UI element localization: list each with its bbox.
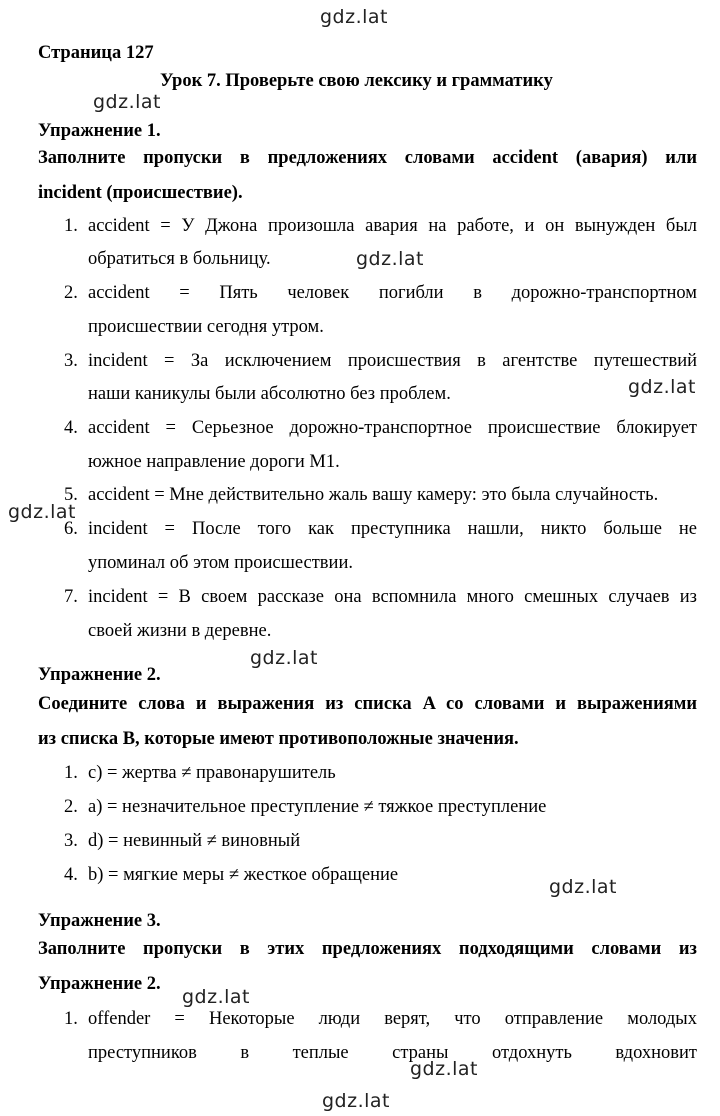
watermark: gdz.lat <box>628 376 697 398</box>
exercise1-instruction: Заполните пропуски в предложениях словами accident (авария) или <box>38 148 697 168</box>
item-number: 4. <box>64 418 78 438</box>
watermark: gdz.lat <box>250 647 319 669</box>
item-number: 1. <box>64 216 78 236</box>
list-item: упоминал об этом происшествии. <box>88 553 353 573</box>
item-number: 4. <box>64 865 78 885</box>
list-item: южное направление дороги M1. <box>88 452 340 472</box>
list-item: accident = Серьезное дорожно-транспортное происшествие блокирует <box>88 418 697 438</box>
page-label: Страница 127 <box>38 43 154 63</box>
list-item: incident = За исключением происшествия в агентстве путешествий <box>88 351 697 371</box>
list-item: accident = Мне действительно жаль вашу камеру: это была случайность. <box>88 485 659 505</box>
item-number: 3. <box>64 351 78 371</box>
exercise3-heading: Упражнение 3. <box>38 911 161 931</box>
watermark: gdz.lat <box>549 876 618 898</box>
list-item: incident = В своем рассказе она вспомнила много смешных случаев из <box>88 587 697 607</box>
list-item: incident = После того как преступника нашли, никто больше не <box>88 519 697 539</box>
watermark: gdz.lat <box>356 248 425 270</box>
list-item: наши каникулы были абсолютно без проблем. <box>88 384 451 404</box>
exercise3-instruction: Упражнение 2. <box>38 974 161 994</box>
list-item: происшествии сегодня утром. <box>88 317 324 337</box>
list-item: обратиться в больницу. <box>88 249 271 269</box>
exercise2-instruction: из списка B, которые имеют противоположные значения. <box>38 729 519 749</box>
watermark: gdz.lat <box>322 1090 391 1112</box>
watermark: gdz.lat <box>8 501 77 523</box>
list-item: c) = жертва ≠ правонарушитель <box>88 763 336 783</box>
exercise3-instruction: Заполните пропуски в этих предложениях подходящими словами из <box>38 939 697 959</box>
item-number: 5. <box>64 485 78 505</box>
list-item: offender = Некоторые люди верят, что отправление молодых <box>88 1009 697 1029</box>
watermark: gdz.lat <box>182 986 251 1008</box>
watermark: gdz.lat <box>93 91 162 113</box>
item-number: 2. <box>64 797 78 817</box>
exercise2-instruction: Соедините слова и выражения из списка A со словами и выражениями <box>38 694 697 714</box>
item-number: 2. <box>64 283 78 303</box>
item-number: 6. <box>64 519 78 539</box>
list-item: преступников в теплые страны отдохнуть вдохновит <box>88 1043 697 1063</box>
exercise2-heading: Упражнение 2. <box>38 665 161 685</box>
lesson-title: Урок 7. Проверьте свою лексику и грамматику <box>160 71 553 91</box>
list-item: accident = Пять человек погибли в дорожно-транспортном <box>88 283 697 303</box>
list-item: d) = невинный ≠ виновный <box>88 831 301 851</box>
watermark: gdz.lat <box>410 1058 479 1080</box>
list-item: b) = мягкие меры ≠ жесткое обращение <box>88 865 399 885</box>
item-number: 3. <box>64 831 78 851</box>
list-item: accident = У Джона произошла авария на работе, и он вынужден был <box>88 216 697 236</box>
item-number: 7. <box>64 587 78 607</box>
item-number: 1. <box>64 1009 78 1029</box>
watermark: gdz.lat <box>320 6 389 28</box>
item-number: 1. <box>64 763 78 783</box>
list-item: своей жизни в деревне. <box>88 621 272 641</box>
exercise1-heading: Упражнение 1. <box>38 121 161 141</box>
list-item: a) = незначительное преступление ≠ тяжкое преступление <box>88 797 547 817</box>
exercise1-instruction: incident (происшествие). <box>38 183 243 203</box>
